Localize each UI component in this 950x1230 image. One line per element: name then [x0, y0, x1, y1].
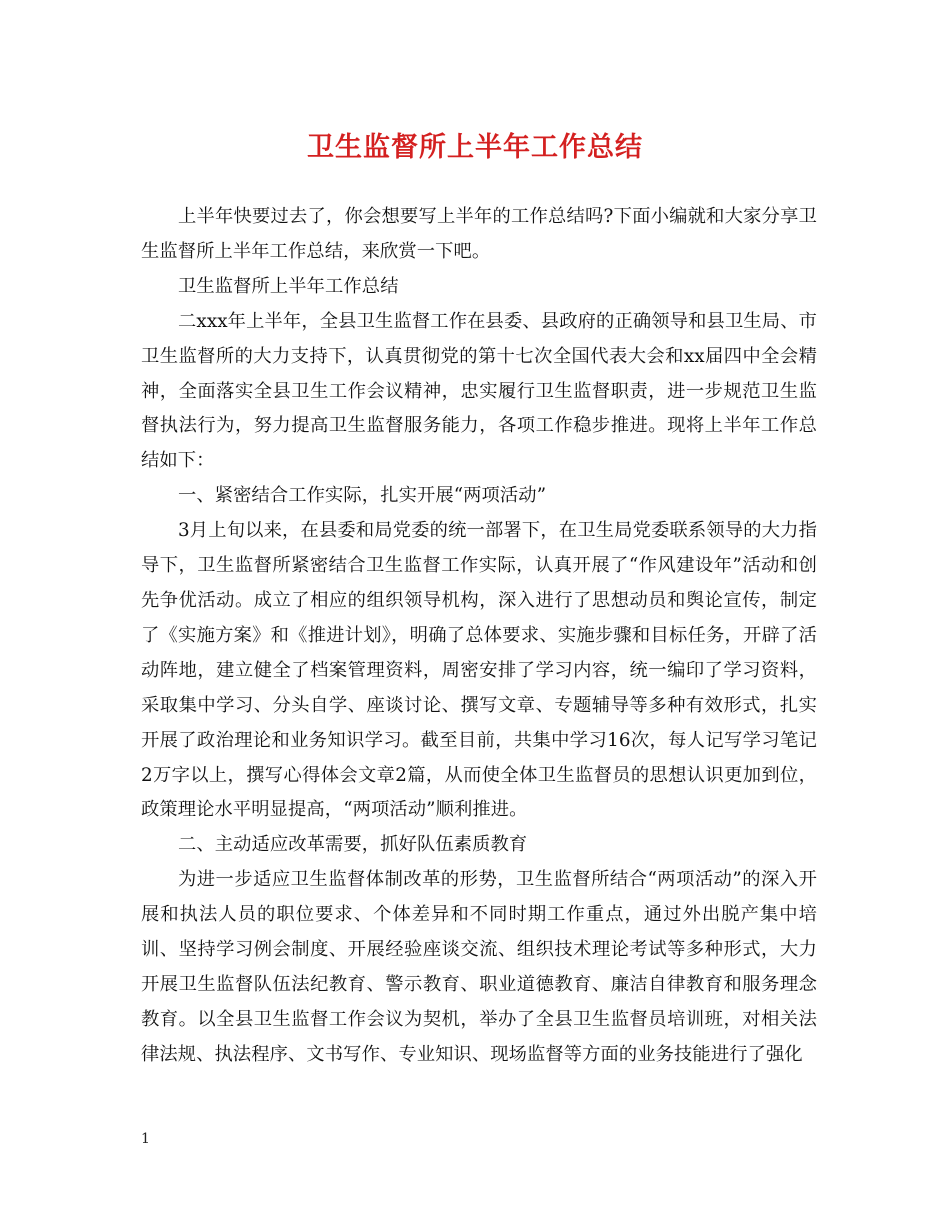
section-2-paragraph: 为进一步适应卫生监督体制改革的形势，卫生监督所结合“两项活动”的深入开展和执法人员的职位要求、个体差异和不同时期工作重点，通过外出脱产集中培训、坚持学习例会制度、开展经验座谈交流、组织技术理论考试等多种形式，大力开展卫生监督队伍法纪教育、警示教育、职业道德教育、廉洁自律教育和服务理念教育。以全县卫生监督工作会议为契机，举办了全县卫生监督员培训班，对相关法律法规、执法程序、文书写作、专业知识、现场监督等方面的业务技能进行了强化 [141, 869, 817, 1065]
summary-paragraph: 二xxx年上半年，全县卫生监督工作在县委、县政府的正确领导和县卫生局、市卫生监督所的大力支持下，认真贯彻党的第十七次全国代表大会和xx届四中全会精神，全面落实全县卫生工作会议精神，忠实履行卫生监督职责，进一步规范卫生监督执法行为，努力提高卫生监督服务能力，各项工作稳步推进。现将上半年工作总结如下： [141, 310, 817, 472]
document-title: 卫生监督所上半年工作总结 [307, 132, 643, 163]
document-body [141, 200, 817, 1073]
page-number: 1 [141, 1131, 150, 1147]
subtitle-paragraph: 卫生监督所上半年工作总结 [178, 275, 399, 297]
section-heading-2: 二、主动适应改革需要，抓好队伍素质教育 [178, 834, 528, 856]
section-heading-1: 一、紧密结合工作实际，扎实开展“两项活动” [178, 485, 547, 507]
section-1-paragraph: 3月上旬以来，在县委和局党委的统一部署下，在卫生局党委联系领导的大力指导下，卫生监督所紧密结合卫生监督工作实际，认真开展了“作风建设年”活动和创先争优活动。成立了相应的组织领导机构，深入进行了思想动员和舆论宣传，制定了《实施方案》和《推进计划》，明确了总体要求、实施步骤和目标任务，开辟了活动阵地，建立健全了档案管理资料，周密安排了学习内容，统一编印了学习资料，采取集中学习、分头自学、座谈讨论、撰写文章、专题辅导等多种有效形式，扎实开展了政治理论和业务知识学习。截至目前，共集中学习16次，每人记写学习笔记2万字以上，撰写心得体会文章2篇，从而使全体卫生监督员的思想认识更加到位，政策理论水平明显提高，“两项活动”顺利推进。 [141, 520, 817, 821]
intro-paragraph: 上半年快要过去了，你会想要写上半年的工作总结吗?下面小编就和大家分享卫生监督所上半年工作总结，来欣赏一下吧。 [141, 206, 817, 262]
